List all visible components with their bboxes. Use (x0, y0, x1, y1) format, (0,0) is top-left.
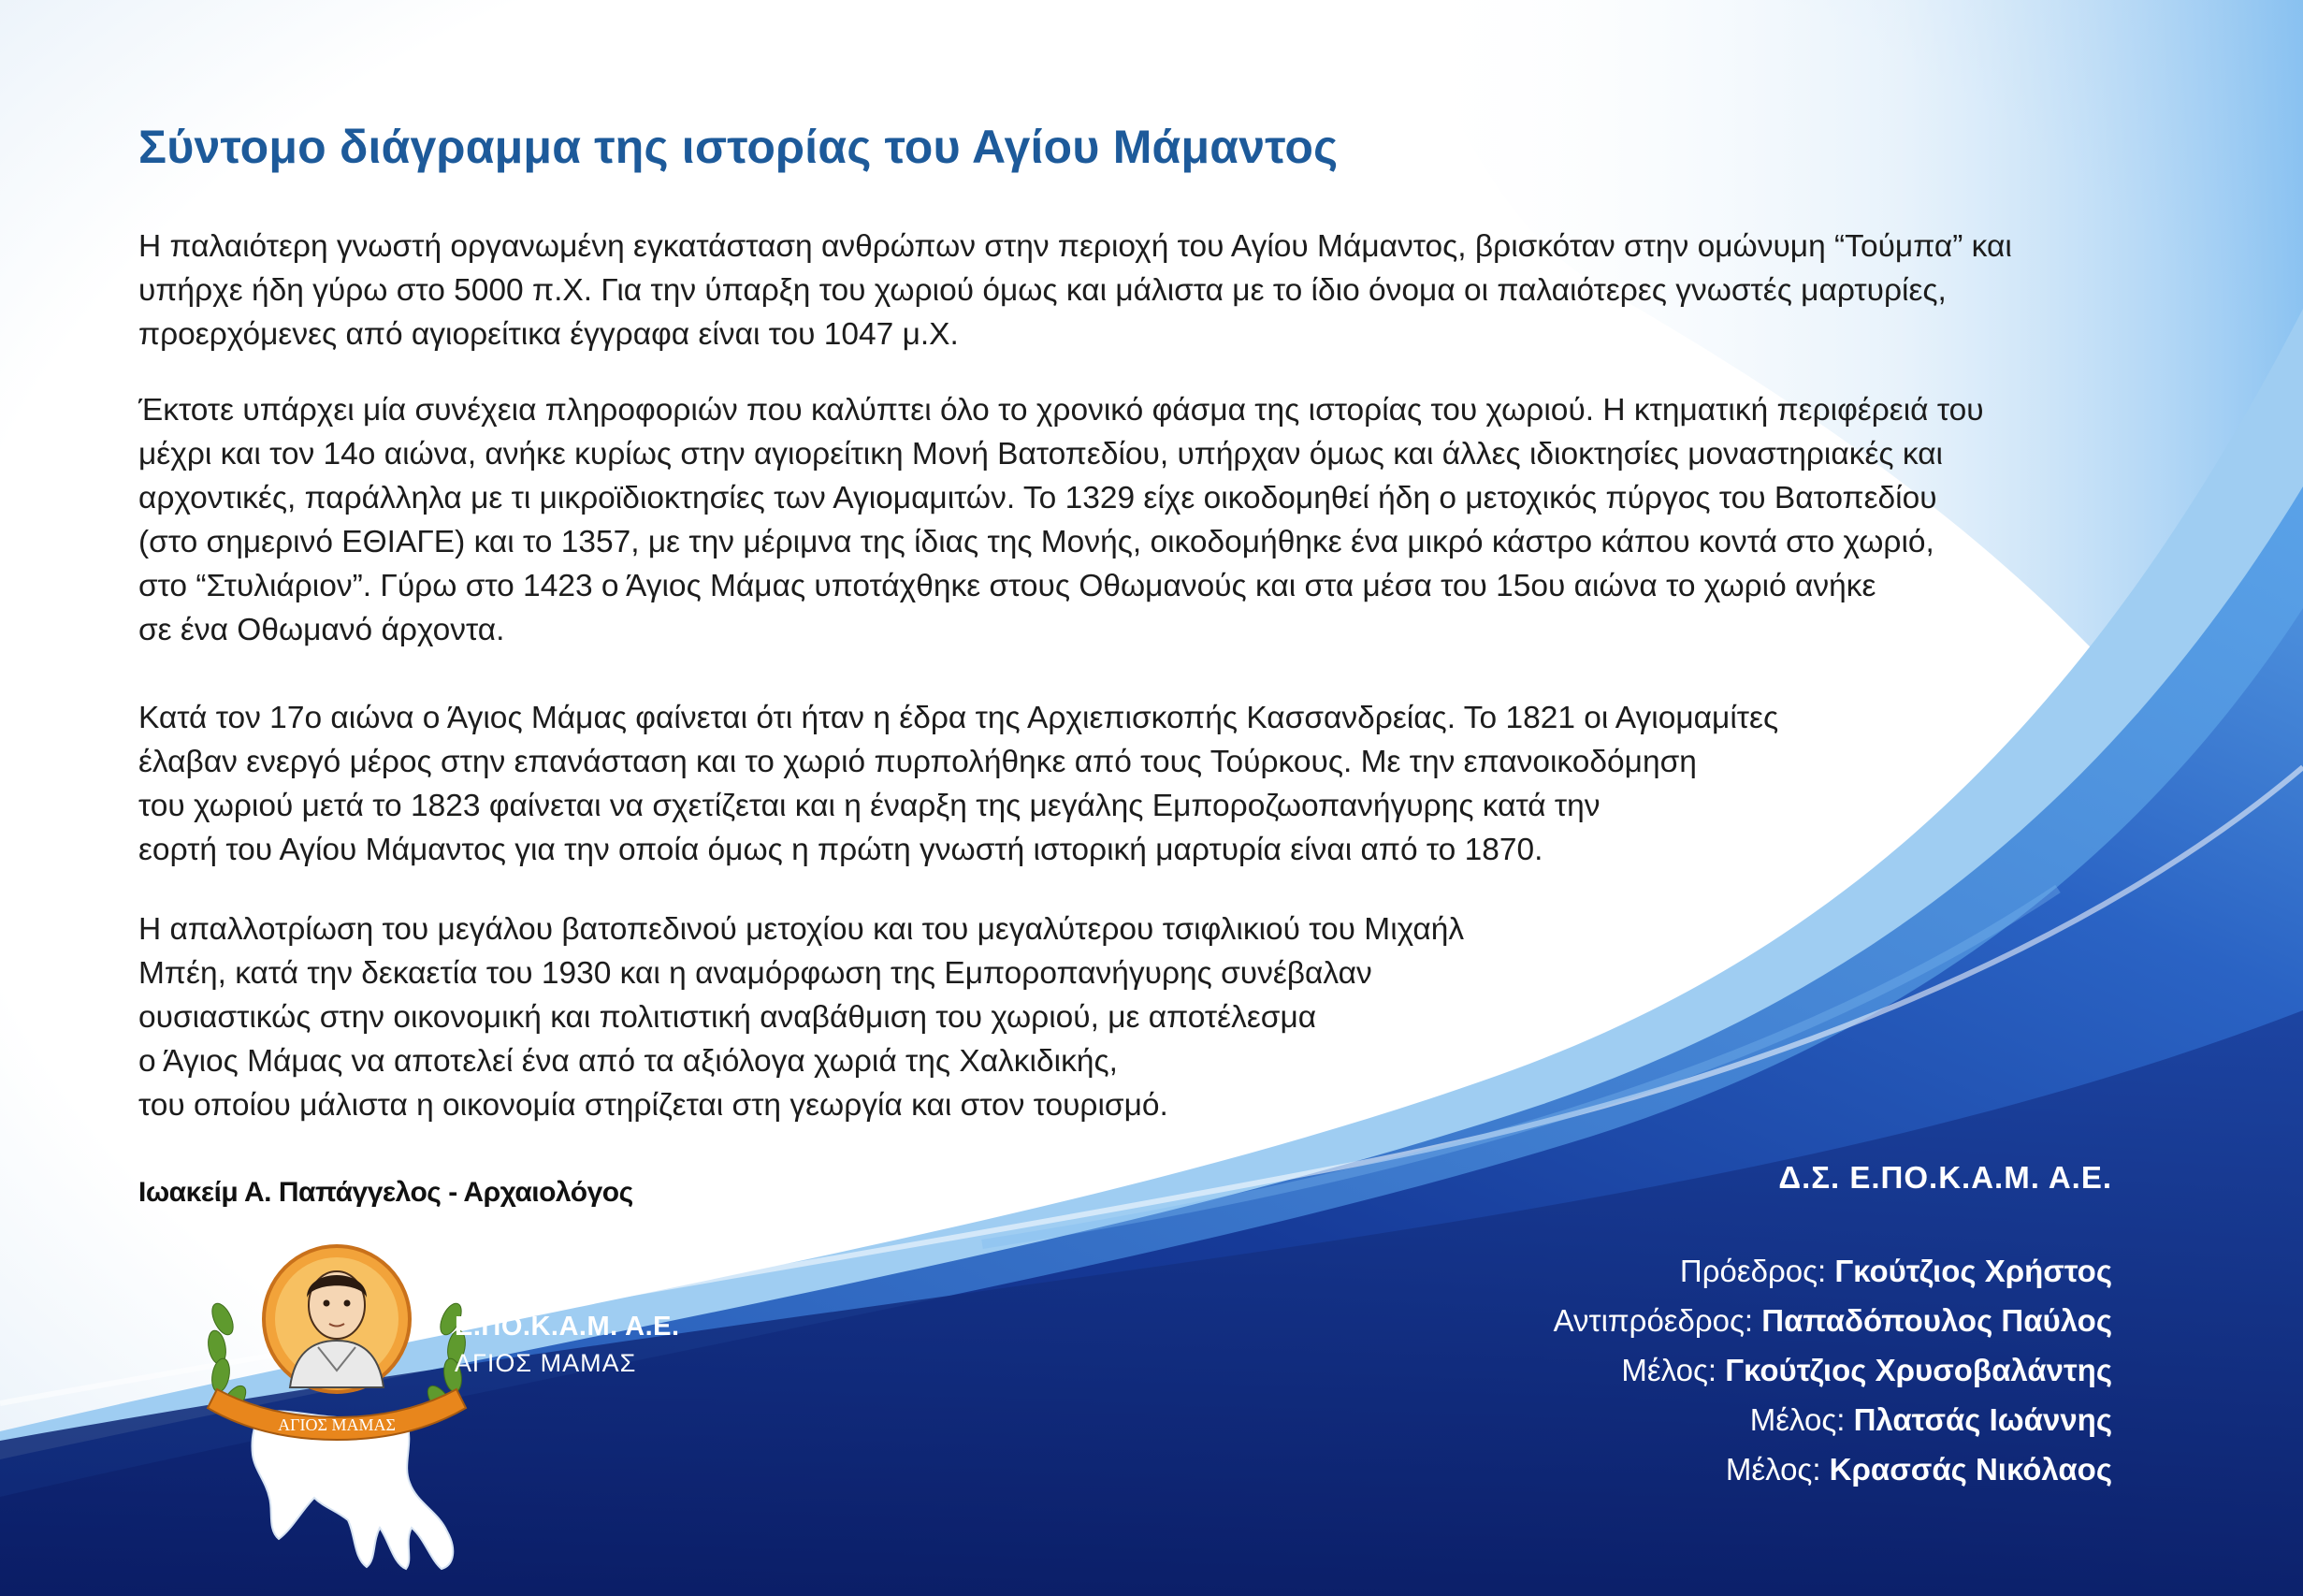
member-role: Πρόεδρος: (1679, 1254, 1835, 1288)
board-member (1554, 1296, 2112, 1345)
member-name: Γκούτζιος Χρυσοβαλάντης (1725, 1353, 2112, 1387)
board-member (1554, 1345, 2112, 1395)
history-paragraph-3: Κατά τον 17ο αιώνα ο Άγιος Μάμας φαίνεται ότι ήταν η έδρα της Αρχιεπισκοπής Κασσανδρείας. Το 1821 οι Αγιομαμίτες έλαβαν ενεργό μέρος στην επανάσταση και το χωριό πυρπολήθηκε από τους Τούρκους. Με την επανοικοδόμηση του χωριού μετά το 1823 φαίνεται να σχετίζεται και η έναρξη της μεγάλης Εμποροζωοπανήγυρης κατά την εορτή του Αγίου Μάμαντος για την οποία όμως η πρώτη γνωστή ιστορική μαρτυρία είναι από το 1870. (138, 701, 1779, 867)
member-name: Πλατσάς Ιωάννης (1853, 1402, 2112, 1437)
board-member (1554, 1395, 2112, 1444)
member-name: Γκούτζιος Χρήστος (1834, 1254, 2112, 1288)
history-paragraph-1: Η παλαιότερη γνωστή οργανωμένη εγκατάσταση ανθρώπων στην περιοχή του Αγίου Μάμαντος, βρισκόταν στην ομώνυμη “Τούμπα” και υπήρχε ήδη γύρω στο 5000 π.Χ. Για την ύπαρξη του χωριού όμως και μάλιστα με το ίδιο όνομα οι παλαιότερες γνωστές μαρτυρίες, προερχόμενες από αγιορείτικα έγγραφα είναι του 1047 μ.Χ. (138, 229, 2012, 352)
board-heading: Δ.Σ. Ε.ΠΟ.Κ.Α.Μ. Α.Ε. (1778, 1160, 2112, 1195)
logo-organization-name: Ε.ΠΟ.Κ.Α.Μ. Α.Ε. (455, 1312, 680, 1342)
history-paragraph-4: Η απαλλοτρίωση του μεγάλου βατοπεδινού μετοχίου και του μεγαλύτερου τσιφλικιού του Μιχαήλ Μπέη, κατά την δεκαετία του 1930 και η αναμόρφωση της Εμποροπανήγυρης συνέβαλαν ουσιαστικώς στην οικονομική και πολιτιστική αναβάθμιση του χωριού, με αποτέλεσμα ο Άγιος Μάμας να αποτελεί ένα από τα αξιόλογα χωριά της Χαλκιδικής, του οποίου μάλιστα η οικονομία στηρίζεται στη γεωργία και στον τουρισμό. (138, 912, 1465, 1123)
member-role: Μέλος: (1749, 1402, 1854, 1437)
author-signature: Ιωακείμ Α. Παπάγγελος - Αρχαιολόγος (138, 1177, 633, 1208)
page-title: Σύντομο διάγραμμα της ιστορίας του Αγίου Μάμαντος (138, 121, 1339, 173)
member-role: Μέλος: (1725, 1452, 1830, 1487)
member-name: Κρασσάς Νικόλαος (1829, 1452, 2112, 1487)
member-role: Αντιπρόεδρος: (1553, 1303, 1762, 1338)
logo-ribbon-text: ΑΓΙΟΣ ΜΑΜΑΣ (278, 1415, 396, 1434)
member-name: Παπαδόπουλος Παύλος (1761, 1303, 2112, 1338)
member-role: Μέλος: (1621, 1353, 1726, 1387)
history-paragraph-2: Έκτοτε υπάρχει μία συνέχεια πληροφοριών που καλύπτει όλο το χρονικό φάσμα της ιστορίας του χωριού. Η κτηματική περιφέρειά του μέχρι και τον 14ο αιώνα, ανήκε κυρίως στην αγιορείτικη Μονή Βατοπεδίου, υπήρχαν όμως και άλλες ιδιοκτησίες μοναστηριακές και αρχοντικές, παράλληλα με τι μικροϊδιοκτησίες των Αγιομαμιτών. Το 1329 είχε οικοδομηθεί ήδη ο μετοχικός πύργος του Βατοπεδίου (στο σημερινό ΕΘΙΑΓΕ) και το 1357, με την μέριμνα της ίδιας της Μονής, οικοδομήθηκε ένα μικρό κάστρο κάπου κοντά στο χωριό, στο “Στυλιάριον”. Γύρω στο 1423 ο Άγιος Μάμας υποτάχθηκε στους Οθωμανούς και στα μέσα του 15ου αιώνα το χωριό ανήκε σε ένα Οθωμανό άρχοντα. (138, 393, 1984, 647)
saint-mamas-logo-icon (196, 1230, 477, 1576)
board-members-list (1554, 1246, 2112, 1494)
board-member (1554, 1246, 2112, 1296)
board-member (1554, 1444, 2112, 1494)
logo-organization-subtitle: ΑΓΙΟΣ ΜΑΜΑΣ (455, 1349, 637, 1377)
